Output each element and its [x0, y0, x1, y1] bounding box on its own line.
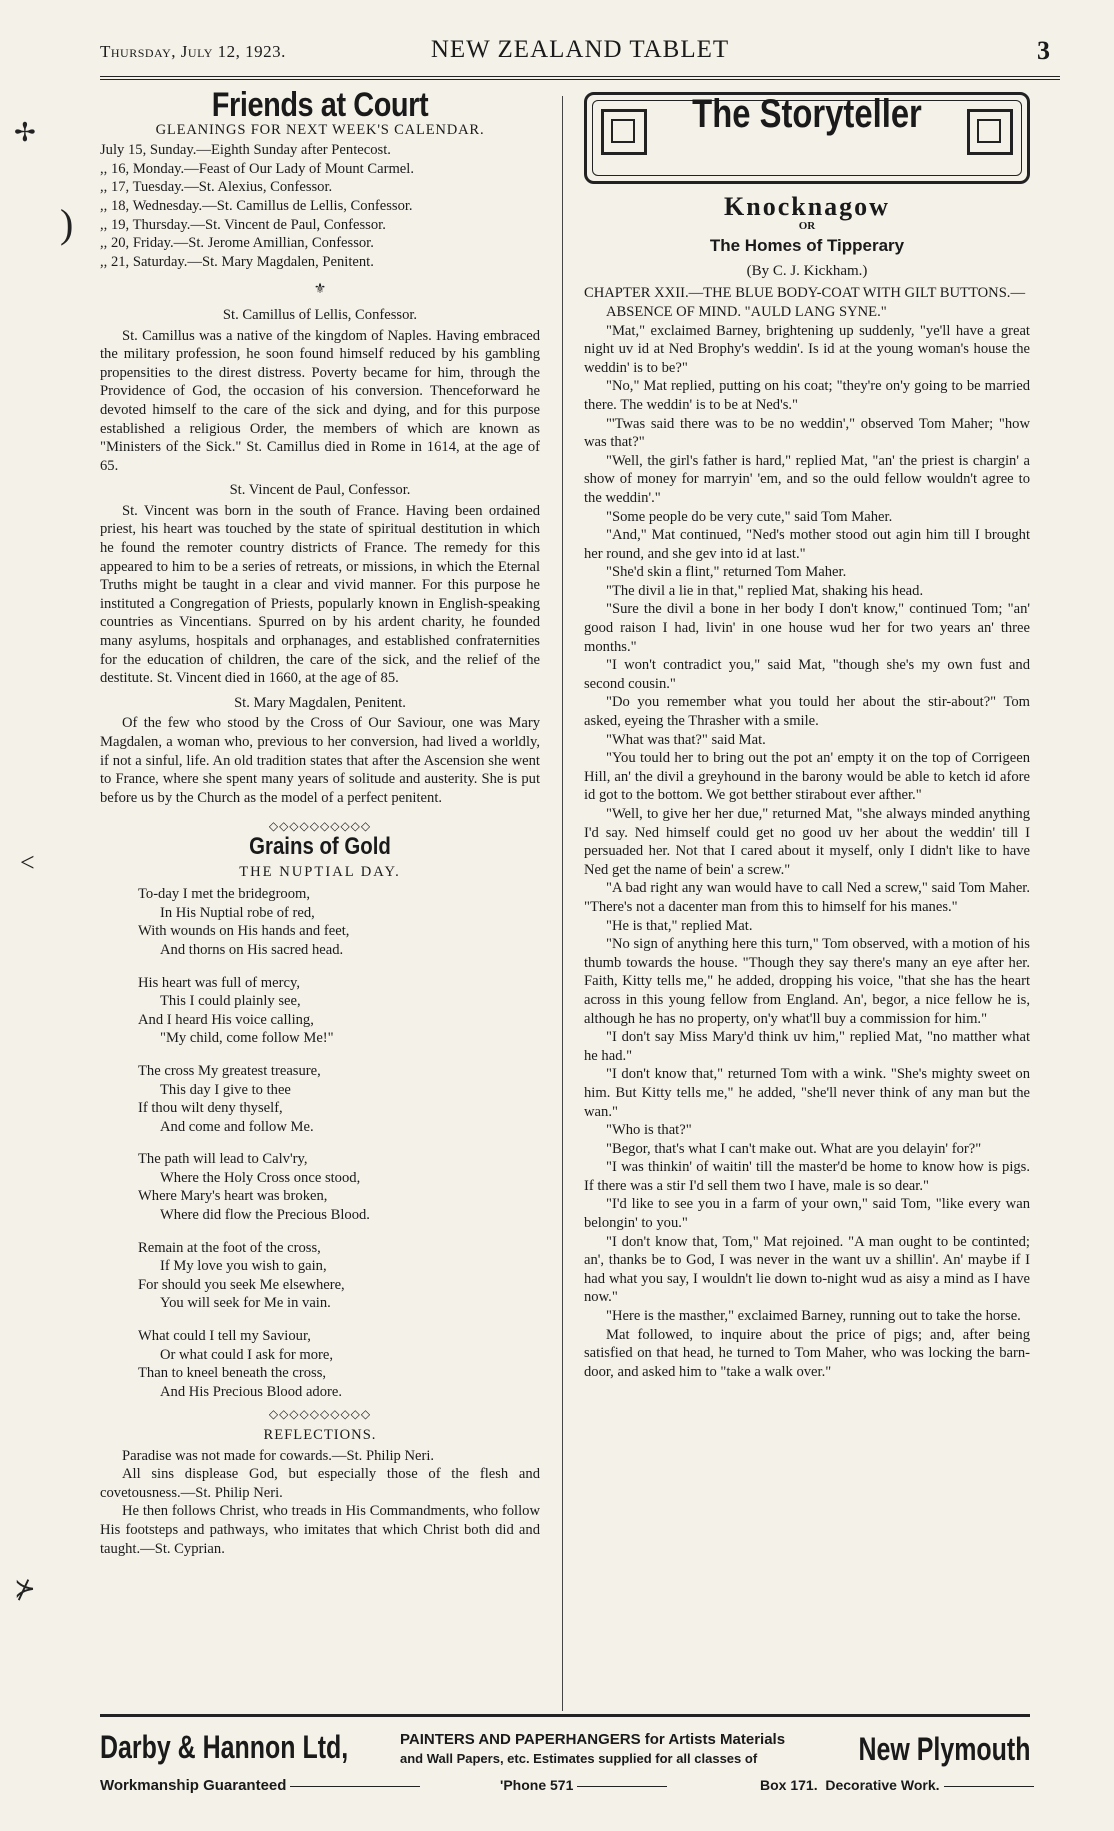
poem-line: Where the Holy Cross once stood,: [160, 1169, 361, 1186]
poem-title: THE NUPTIAL DAY.: [239, 863, 401, 880]
diamond-ornament-icon: ◇◇◇◇◇◇◇◇◇◇: [268, 819, 372, 834]
poem-line: Where Mary's heart was broken,: [138, 1188, 328, 1205]
saint-heading: St. Camillus of Lellis, Confessor.: [222, 306, 418, 323]
story-paragraph: "I'd like to see you in a farm of your own," said Tom, "like every wan belongin' to you.": [584, 1196, 1030, 1232]
advert-guarantee: [100, 1777, 424, 1794]
story-paragraph: "I don't know that," returned Tom with a wink. "She's mighty sweet on him. But Kitty tells me," he added, "she'll never think of any man but the wan.": [584, 1066, 1030, 1120]
calendar-entry: ,, 21, Saturday.—St. Mary Magdalen, Penitent.: [100, 253, 374, 270]
story-paragraph: "And," Mat continued, "Ned's mother stood out agin him till I brought her round, and she gev into id at last.": [584, 527, 1030, 562]
decorative-text: Decorative Work.: [825, 1777, 940, 1793]
grains-of-gold-title: Grains of Gold: [249, 832, 391, 860]
poem-line: If thou wilt deny thyself,: [138, 1100, 283, 1117]
poem-stanza: [138, 1239, 540, 1313]
poem-line: And thorns on His sacred head.: [160, 941, 344, 958]
reflection-quote: All sins displease God, but especially those of the flesh and covetousness.—St. Philip Neri.: [100, 1466, 540, 1501]
story-paragraph: "I don't know that, Tom," Mat rejoined. "A man ought to be continted; an', thanks be to God, I was never in the want uv a shillin'. An' maybe if I had what you say, I wouldn't lie down to-night wud as aisy a mind as I have now.": [584, 1233, 1030, 1306]
reflection-quote: Paradise was not made for cowards.—St. Philip Neri.: [122, 1447, 435, 1464]
poem-line: And I heard His voice calling,: [138, 1011, 314, 1028]
poem-line: And His Precious Blood adore.: [160, 1383, 342, 1400]
poem-line: To-day I met the bridegroom,: [138, 886, 311, 903]
calendar-entry: ,, 16, Monday.—Feast of Our Lady of Mount Carmel.: [100, 160, 414, 177]
poem-line: Than to kneel beneath the cross,: [138, 1365, 327, 1382]
poem-line: Remain at the foot of the cross,: [138, 1239, 321, 1256]
issue-date: Thursday, July 12, 1923.: [100, 42, 286, 61]
margin-mark-icon: <: [20, 848, 35, 877]
story-paragraph: "You tould her to bring out the pot an' empty it on the top of Corrigeen Hill, an' the divil a greyhound in the barony would be able to ketch id afore id got to the bottom. We got betther stirabout ever afther.": [584, 750, 1030, 804]
square-ornament-icon: [967, 109, 1013, 155]
story-paragraph: "Sure the divil a bone in her body I don't know," continued Tom; "an' good raison I had, livin' in one house wud her for two years an' three months.": [584, 601, 1030, 655]
margin-mark-icon: ✢: [14, 118, 36, 147]
storyteller-title: The Storyteller: [692, 92, 922, 136]
poem-line: The cross My greatest treasure,: [138, 1062, 321, 1079]
story-paragraph: "Do you remember what you tould her about the stir-about?" Tom asked, eyeing the Thrasher with a smile.: [584, 694, 1030, 730]
story-paragraph: "She'd skin a flint," returned Tom Maher.: [606, 564, 847, 581]
story-paragraph: "Some people do be very cute," said Tom Maher.: [606, 508, 893, 525]
masthead: [100, 36, 1060, 80]
poem-stanza: [138, 974, 540, 1048]
calendar-entry: ,, 17, Tuesday.—St. Alexius, Confessor.: [100, 179, 333, 196]
story-paragraph: "I was thinkin' of waitin' till the master'd be home to know how is pigs. If there was a stir I'd sell them two I have, male is so dear.": [584, 1159, 1030, 1194]
box-text: Box 171.: [760, 1777, 818, 1793]
story-paragraph: "Begor, that's what I can't make out. What are you delayin' for?": [606, 1140, 982, 1157]
story-body: [584, 322, 1030, 1382]
poem-stanza: [138, 1327, 540, 1401]
poem-line: This day I give to thee: [160, 1081, 291, 1098]
left-column: [100, 86, 540, 1558]
poem-stanza: [138, 885, 540, 959]
chapter-heading: CHAPTER XXII.—THE BLUE BODY-COAT WITH GILT BUTTONS.—ABSENCE OF MIND. "AULD LANG SYNE.": [584, 285, 1026, 320]
story-or: OR: [798, 219, 816, 232]
margin-mark-icon: ⊁: [14, 1574, 36, 1603]
story-paragraph: "'Twas said there was to be no weddin'," observed Tom Maher; "how was that?": [584, 415, 1030, 451]
saint-text: St. Vincent was born in the south of France. Having been ordained priest, his heart was touched by the state of spiritual destitution in which he found the remoter country districts of France. The remedy for this appeared to him to be a series of retreats, or missions, in which the Eternal Truths might be taught in a clear and vivid manner. For this purpose he instituted a Congregation of Priests, popularly known in English-speaking countries as Vincentians. Spurred on by his ardent charity, he founded many asylums, hospitals and orphanages, and established confraternities for the education of children, the care of the sick, and the relief of the destitute. St. Vincent died in 1660, at the age of 85.: [100, 502, 540, 687]
publication-title: NEW ZEALAND TABLET: [430, 36, 730, 63]
story-paragraph: "The divil a lie in that," replied Mat, shaking his head.: [606, 582, 924, 599]
diamond-ornament-icon: ◇◇◇◇◇◇◇◇◇◇: [268, 1407, 372, 1422]
margin-mark-icon: ): [60, 201, 74, 246]
calendar-list: [100, 141, 540, 271]
story-paragraph: Mat followed, to inquire about the price of pigs; and, after being satisfied on that head, he turned to Tom Maher, who was locking the barn-door, and asked him to "take a walk over.": [584, 1326, 1030, 1380]
calendar-entry: July 15, Sunday.—Eighth Sunday after Pentecost.: [100, 142, 391, 159]
saint-text: Of the few who stood by the Cross of Our Saviour, one was Mary Magdalen, a woman who, previous to her conversion, had lived a worldly, if not a sinful, life. An old tradition states that after the Ascension she went to France, where she spent many years of solitude and austerity. She is put before us by the Church as the model of a perfect penitent.: [100, 715, 540, 806]
advert-box: [760, 1777, 1038, 1793]
poem-stanza: [138, 1150, 540, 1224]
calendar-entry: ,, 18, Wednesday.—St. Camillus de Lellis, Confessor.: [100, 197, 413, 214]
story-author: (By C. J. Kickham.): [746, 262, 868, 279]
advert-details-line: and Wall Papers, etc. Estimates supplied for all classes of: [400, 1751, 758, 1766]
advert-location: New Plymouth: [858, 1731, 1030, 1767]
poem-stanza: [138, 1062, 540, 1136]
story-paragraph: "Who is that?": [606, 1122, 692, 1139]
poem-line: Or what could I ask for more,: [160, 1346, 334, 1363]
advertiser-name: Darby & Hannon Ltd,: [100, 1729, 349, 1765]
poem-line: And come and follow Me.: [160, 1118, 314, 1135]
saint-heading: St. Mary Magdalen, Penitent.: [234, 694, 406, 711]
poem-line: What could I tell my Saviour,: [138, 1328, 311, 1345]
page-number: 3: [1037, 36, 1050, 65]
calendar-entry: ,, 20, Friday.—St. Jerome Amillian, Confessor.: [100, 235, 374, 252]
poem-line: Where did flow the Precious Blood.: [160, 1207, 370, 1224]
advert-services-line: PAINTERS AND PAPERHANGERS for Artists Materials: [400, 1731, 786, 1748]
story-paragraph: "Here is the masther," exclaimed Barney, running out to take the horse.: [606, 1308, 1021, 1325]
story-paragraph: "No sign of anything here this turn," Tom observed, with a motion of his thumb towards the house. "Though they say there's many an eye after her. Faith, Kitty tells me," he added, dropping his voice, "that she has the heart across in this young fellow from England. An', begor, a nice fellow he is, although he has no property, on'y what'll buy a commission for him.": [584, 936, 1030, 1027]
advertisement-darby-hannon: [100, 1714, 1030, 1813]
poem-line: You will seek for Me in vain.: [160, 1295, 331, 1312]
reflection-quote: He then follows Christ, who treads in His Commandments, who follow His footsteps and pathways, who imitates that which Christ both did and taught.—St. Cyprian.: [100, 1503, 540, 1557]
calendar-entry: ,, 19, Thursday.—St. Vincent de Paul, Confessor.: [100, 216, 386, 233]
friends-at-court-title: Friends at Court: [211, 86, 429, 124]
poem-line: "My child, come follow Me!": [160, 1030, 334, 1047]
calendar-subtitle: GLEANINGS FOR NEXT WEEK'S CALENDAR.: [155, 121, 485, 138]
fleur-ornament-icon: ⚜: [313, 282, 327, 298]
right-column: [584, 92, 1030, 1381]
guarantee-text: Workmanship Guaranteed: [100, 1777, 287, 1794]
story-paragraph: "What was that?" said Mat.: [606, 731, 766, 748]
poem-line: With wounds on His hands and feet,: [138, 923, 350, 940]
reflections-title: REFLECTIONS.: [263, 1427, 377, 1443]
poem-line: This I could plainly see,: [160, 993, 301, 1010]
storyteller-banner: [584, 92, 1030, 184]
story-paragraph: "He is that," replied Mat.: [606, 917, 753, 934]
story-paragraph: "Well, the girl's father is hard," replied Mat, "an' the priest is chargin' a show of money for marryin' 'em, and so the ould fellow wouldn't agree to the weddin'.": [584, 452, 1030, 506]
story-paragraph: "Mat," exclaimed Barney, brightening up suddenly, "ye'll have a great night uv id at Ned Brophy's weddin'. Is id at the young woman's house the weddin' is to be?": [584, 322, 1030, 376]
story-subtitle: The Homes of Tipperary: [709, 236, 905, 256]
square-ornament-icon: [601, 109, 647, 155]
story-paragraph: "Well, to give her her due," returned Mat, "she always minded anything I'd say. Ned himself could get no good uv her about the weddin' till I persuaded her. Not that I cared about it myself, only I didn't like to have Ned get the name of bein' a screw.": [584, 806, 1030, 878]
poem-line: For should you seek Me elsewhere,: [138, 1276, 345, 1293]
saint-text: St. Camillus was a native of the kingdom of Naples. Having embraced the military profession, he soon found himself reduced by his gambling propensities to the direst distress. Poverty became for him, through the Providence of God, the occasion of his conversion. Thenceforward he devoted himself to the care of the sick and dying, and for this purpose established a religious Order, the members of which are known as "Ministers of the Sick." St. Camillus died in Rome in 1614, at the age of 65.: [100, 327, 540, 474]
story-paragraph: "No," Mat replied, putting on his coat; "they're on'y going to be married there. The weddin' is to be at Ned's.": [584, 378, 1030, 413]
story-title: Knocknagow: [724, 192, 890, 221]
advert-phone: [500, 1777, 671, 1793]
poem-line: If My love you wish to gain,: [160, 1258, 327, 1275]
poem-line: In His Nuptial robe of red,: [160, 904, 315, 921]
story-paragraph: "I don't say Miss Mary'd think uv him," replied Mat, "no matther what he had.": [584, 1029, 1030, 1064]
story-paragraph: "I won't contradict you," said Mat, "though she's my own fust and second cousin.": [584, 657, 1030, 692]
column-divider: [562, 96, 563, 1711]
saint-heading: St. Vincent de Paul, Confessor.: [229, 482, 411, 499]
poem-line: His heart was full of mercy,: [138, 974, 300, 991]
poem-line: The path will lead to Calv'ry,: [138, 1151, 308, 1168]
phone-text: 'Phone 571: [500, 1777, 574, 1793]
story-paragraph: "A bad right any wan would have to call Ned a screw," said Tom Maher. "There's not a dacenter man from this to himself for his manes.": [584, 880, 1030, 915]
